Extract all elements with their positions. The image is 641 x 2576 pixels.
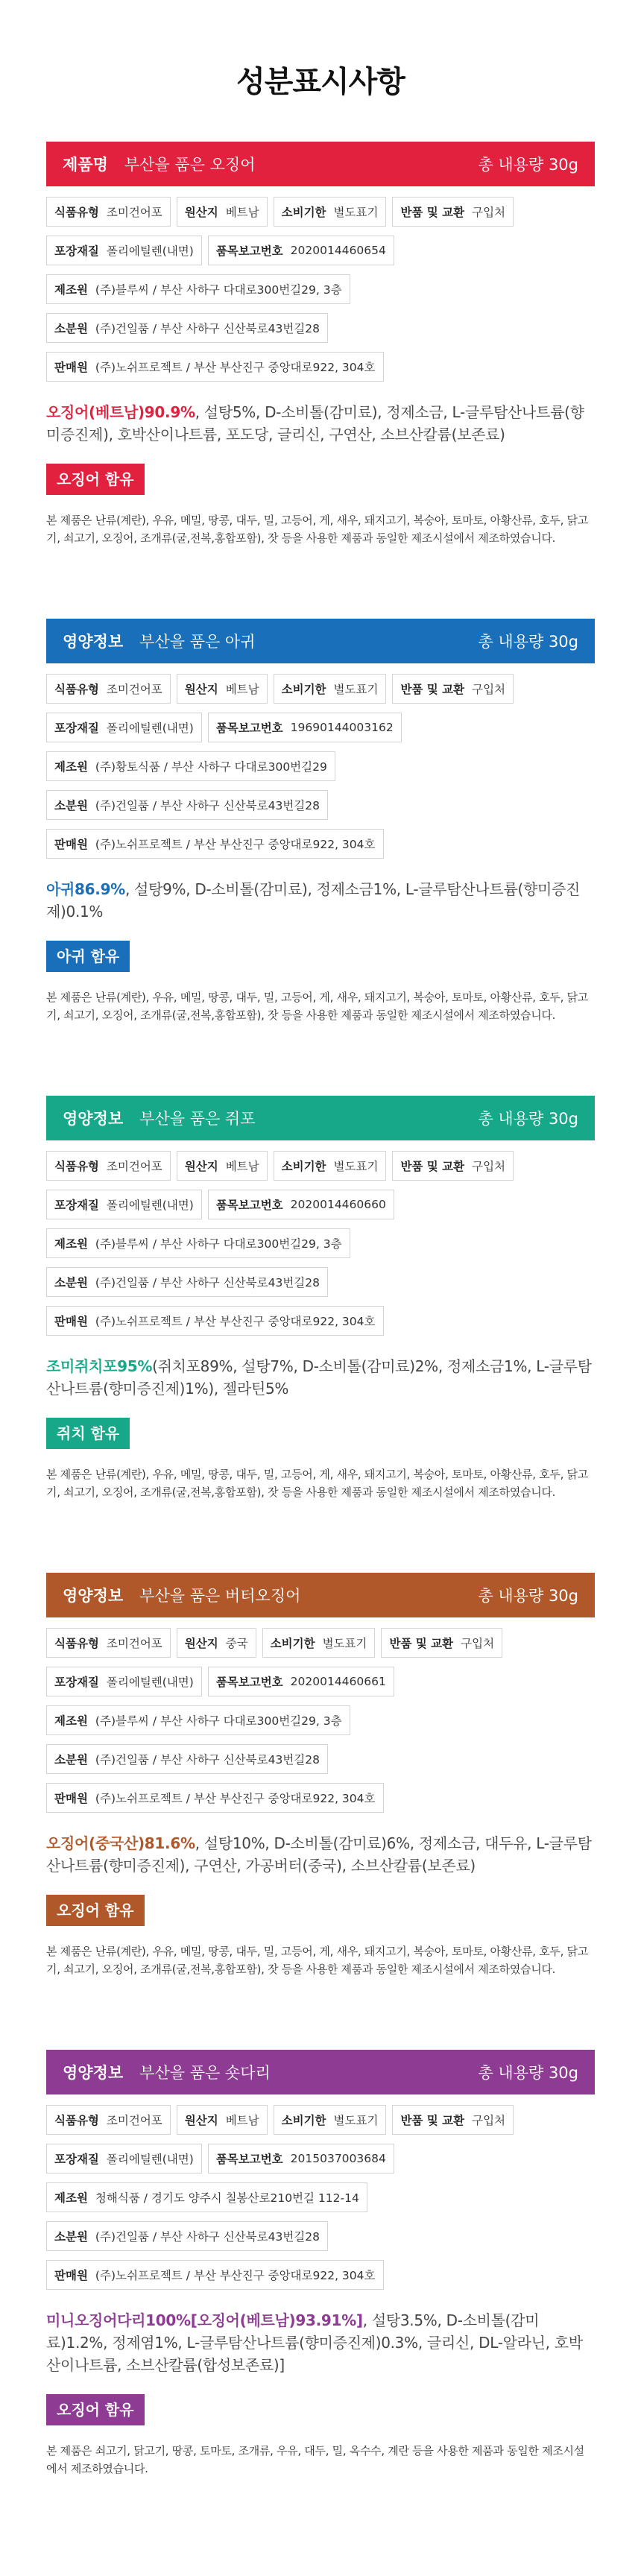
- cell-manufacturer: 제조원 (주)황토식품 / 부산 사하구 다대로300번길29: [46, 751, 335, 781]
- ingredients-text: [46, 2309, 595, 2376]
- page-title: 성분표시사항: [236, 65, 405, 99]
- cell-seller: 소분원 (주)건일품 / 부산 사하구 신산북로43번길28: [46, 790, 328, 820]
- cell-type: 식품유형 조미건어포: [46, 1628, 171, 1658]
- info-row: [46, 2144, 595, 2174]
- cell-type: 식품유형 조미건어포: [46, 2105, 171, 2135]
- info-row: [46, 1306, 595, 1336]
- cell-return: 반품 및 교환 구입처: [392, 2105, 514, 2135]
- section-header: [46, 1096, 595, 1140]
- cell-origin: 원산지 베트남: [177, 674, 268, 704]
- info-row: [46, 2182, 595, 2212]
- info-row: [46, 1267, 595, 1297]
- ingredients-text: [46, 401, 595, 446]
- net-volume: 총 내용량 30g: [478, 633, 578, 651]
- cell-expiry: 소비기한 별도표기: [274, 197, 387, 227]
- allergy-notice: 본 제품은 난류(계란), 우유, 메밀, 땅콩, 대두, 밀, 고등어, 게, 새우, 돼지고기, 복숭아, 토마토, 아황산류, 호두, 닭고기, 쇠고기, 오징어, 조개류(굴,전복,홍합포함), 잣 등을 사용한 제품과 동일한 제조시설에서 제조하였습니다.: [46, 514, 588, 545]
- allergy-badge: 오징어 함유: [46, 2394, 145, 2425]
- cell-expiry: 소비기한 별도표기: [274, 2105, 387, 2135]
- cell-origin: 원산지 베트남: [177, 1151, 268, 1181]
- info-row: [46, 197, 595, 227]
- header-label: 영양정보: [63, 633, 124, 651]
- section-header: [46, 142, 595, 186]
- info-row: [46, 352, 595, 382]
- info-row: [46, 713, 595, 742]
- info-table: [46, 663, 595, 859]
- ingredients-rest: , 설탕3.5%, D-소비톨(감미료)1.2%, 정제염1%, L-글루탐산나트륨(향미증진제)0.3%, 글리신, DL-알라닌, 호박산이나트륨, 소브산칼륨(합성보존료)]: [46, 2311, 583, 2374]
- info-row: [46, 1744, 595, 1774]
- cell-return: 반품 및 교환 구입처: [381, 1628, 502, 1658]
- ingredients-rest: , 설탕10%, D-소비톨(감미료)6%, 정제소금, 대두유, L-글루탐산나트륨(향미증진제), 구연산, 가공버터(중국), 소브산칼륨(보존료): [46, 1834, 592, 1875]
- cell-report-no: 품목보고번호 2020014460660: [208, 1190, 394, 1219]
- ingredients-text: [46, 1832, 595, 1877]
- allergy-notice: 본 제품은 쇠고기, 닭고기, 땅콩, 토마토, 조개류, 우유, 대두, 밀, 옥수수, 계란 등을 사용한 제품과 동일한 제조시설에서 제조하였습니다.: [46, 2444, 584, 2475]
- info-row: [46, 1705, 595, 1735]
- cell-packaging: 포장재질 폴리에틸렌(내면): [46, 236, 202, 265]
- cell-seller: 소분원 (주)건일품 / 부산 사하구 신산북로43번길28: [46, 2221, 328, 2251]
- cell-expiry: 소비기한 별도표기: [274, 674, 387, 704]
- product-name: 부산을 품은 숏다리: [139, 2064, 271, 2082]
- cell-report-no: 품목보고번호 2015037003684: [208, 2144, 394, 2174]
- ingredients-main: 미니오징어다리100%[오징어(베트남)93.91%]: [46, 2311, 363, 2329]
- cell-seller: 소분원 (주)건일품 / 부산 사하구 신산북로43번길28: [46, 313, 328, 343]
- ingredients-main: 오징어(중국산)81.6%: [46, 1834, 195, 1852]
- cell-origin: 원산지 베트남: [177, 197, 268, 227]
- cell-return: 반품 및 교환 구입처: [392, 197, 514, 227]
- product-name: 부산을 품은 아귀: [139, 633, 256, 651]
- ingredients-main: 조미쥐치포95%: [46, 1357, 153, 1375]
- cell-type: 식품유형 조미건어포: [46, 197, 171, 227]
- cell-distributor: 판매원 (주)노쉬프로젝트 / 부산 부산진구 중앙대로922, 304호: [46, 352, 384, 382]
- allergy-badge: 쥐치 함유: [46, 1418, 130, 1449]
- product-name: 부산을 품은 오징어: [124, 156, 256, 174]
- cell-type: 식품유형 조미건어포: [46, 1151, 171, 1181]
- info-row: [46, 1228, 595, 1258]
- net-volume: 총 내용량 30g: [478, 156, 578, 174]
- ingredients-rest: , 설탕9%, D-소비톨(감미료), 정제소금1%, L-글루탐산나트륨(향미증진제)0.1%: [46, 880, 581, 921]
- header-label: 영양정보: [63, 2064, 124, 2082]
- cell-manufacturer: 제조원 (주)블루씨 / 부산 사하구 다대로300번길29, 3층: [46, 1228, 350, 1258]
- cell-packaging: 포장재질 폴리에틸렌(내면): [46, 1190, 202, 1219]
- allergy-badge: 오징어 함유: [46, 464, 145, 495]
- product-section-monkfish: [46, 619, 595, 1049]
- allergy-notice: 본 제품은 난류(계란), 우유, 메밀, 땅콩, 대두, 밀, 고등어, 게, 새우, 돼지고기, 복숭아, 토마토, 아황산류, 호두, 닭고기, 쇠고기, 오징어, 조개류(굴,전복,홍합포함), 잣 등을 사용한 제품과 동일한 제조시설에서 제조하였습니다.: [46, 991, 588, 1022]
- cell-expiry: 소비기한 별도표기: [262, 1628, 376, 1658]
- net-volume: 총 내용량 30g: [478, 1110, 578, 1128]
- info-row: [46, 236, 595, 265]
- cell-expiry: 소비기한 별도표기: [274, 1151, 387, 1181]
- header-label: 제품명: [63, 156, 108, 174]
- product-section-squid: [46, 142, 595, 572]
- ingredients-text: [46, 1355, 595, 1400]
- product-name: 부산을 품은 쥐포: [139, 1110, 256, 1128]
- header-label: 영양정보: [63, 1587, 124, 1605]
- info-row: [46, 790, 595, 820]
- info-table: [46, 186, 595, 382]
- section-header: [46, 2050, 595, 2094]
- product-name: 부산을 품은 버터오징어: [139, 1587, 301, 1605]
- cell-return: 반품 및 교환 구입처: [392, 1151, 514, 1181]
- info-row: [46, 2221, 595, 2251]
- header-label: 영양정보: [63, 1110, 124, 1128]
- cell-report-no: 품목보고번호 19690144003162: [208, 713, 402, 742]
- info-row: [46, 274, 595, 304]
- info-row: [46, 2105, 595, 2135]
- ingredients-main: 오징어(베트남)90.9%: [46, 403, 195, 421]
- cell-report-no: 품목보고번호 2020014460661: [208, 1667, 394, 1696]
- info-row: [46, 2260, 595, 2290]
- cell-packaging: 포장재질 폴리에틸렌(내면): [46, 713, 202, 742]
- info-row: [46, 1190, 595, 1219]
- info-table: [46, 2094, 595, 2290]
- product-section-short-leg: [46, 2050, 595, 2481]
- section-header: [46, 619, 595, 663]
- cell-origin: 원산지 중국: [177, 1628, 256, 1658]
- net-volume: 총 내용량 30g: [478, 2064, 578, 2082]
- info-row: [46, 829, 595, 859]
- cell-distributor: 판매원 (주)노쉬프로젝트 / 부산 부산진구 중앙대로922, 304호: [46, 2260, 384, 2290]
- info-row: [46, 1628, 595, 1658]
- info-table: [46, 1140, 595, 1336]
- info-row: [46, 313, 595, 343]
- cell-report-no: 품목보고번호 2020014460654: [208, 236, 394, 265]
- allergy-badge: 오징어 함유: [46, 1895, 145, 1926]
- cell-packaging: 포장재질 폴리에틸렌(내면): [46, 2144, 202, 2174]
- cell-distributor: 판매원 (주)노쉬프로젝트 / 부산 부산진구 중앙대로922, 304호: [46, 1306, 384, 1336]
- allergy-badge: 아귀 함유: [46, 941, 130, 972]
- cell-distributor: 판매원 (주)노쉬프로젝트 / 부산 부산진구 중앙대로922, 304호: [46, 1783, 384, 1813]
- info-row: [46, 1783, 595, 1813]
- section-header: [46, 1573, 595, 1617]
- allergy-notice: 본 제품은 난류(계란), 우유, 메밀, 땅콩, 대두, 밀, 고등어, 게, 새우, 돼지고기, 복숭아, 토마토, 아황산류, 호두, 닭고기, 쇠고기, 오징어, 조개류(굴,전복,홍합포함), 잣 등을 사용한 제품과 동일한 제조시설에서 제조하였습니다.: [46, 1468, 588, 1499]
- info-table: [46, 1617, 595, 1813]
- info-row: [46, 1667, 595, 1696]
- cell-packaging: 포장재질 폴리에틸렌(내면): [46, 1667, 202, 1696]
- cell-manufacturer: 제조원 (주)블루씨 / 부산 사하구 다대로300번길29, 3층: [46, 274, 350, 304]
- ingredients-main: 아귀86.9%: [46, 880, 125, 898]
- cell-origin: 원산지 베트남: [177, 2105, 268, 2135]
- cell-return: 반품 및 교환 구입처: [392, 674, 514, 704]
- info-row: [46, 751, 595, 781]
- ingredients-text: [46, 878, 595, 923]
- ingredients-rest: (쥐치포89%, 설탕7%, D-소비톨(감미료)2%, 정제소금1%, L-글루탐산나트륨(향미증진제)1%), 젤라틴5%: [46, 1357, 592, 1398]
- net-volume: 총 내용량 30g: [478, 1587, 578, 1605]
- cell-seller: 소분원 (주)건일품 / 부산 사하구 신산북로43번길28: [46, 1267, 328, 1297]
- info-row: [46, 1151, 595, 1181]
- info-row: [46, 674, 595, 704]
- cell-distributor: 판매원 (주)노쉬프로젝트 / 부산 부산진구 중앙대로922, 304호: [46, 829, 384, 859]
- product-section-filefish: [46, 1096, 595, 1527]
- ingredients-rest: , 설탕5%, D-소비톨(감미료), 정제소금, L-글루탐산나트륨(향미증진제), 호박산이나트륨, 포도당, 글리신, 구연산, 소브산칼륨(보존료): [46, 403, 584, 443]
- cell-seller: 소분원 (주)건일품 / 부산 사하구 신산북로43번길28: [46, 1744, 328, 1774]
- product-section-butter-squid: [46, 1573, 595, 2004]
- cell-type: 식품유형 조미건어포: [46, 674, 171, 704]
- cell-manufacturer: 제조원 (주)블루씨 / 부산 사하구 다대로300번길29, 3층: [46, 1705, 350, 1735]
- cell-manufacturer: 제조원 청해식품 / 경기도 양주시 칠봉산로210번길 112-14: [46, 2182, 367, 2212]
- allergy-notice: 본 제품은 난류(계란), 우유, 메밀, 땅콩, 대두, 밀, 고등어, 게, 새우, 돼지고기, 복숭아, 토마토, 아황산류, 호두, 닭고기, 쇠고기, 오징어, 조개류(굴,전복,홍합포함), 잣 등을 사용한 제품과 동일한 제조시설에서 제조하였습니다.: [46, 1945, 588, 1976]
